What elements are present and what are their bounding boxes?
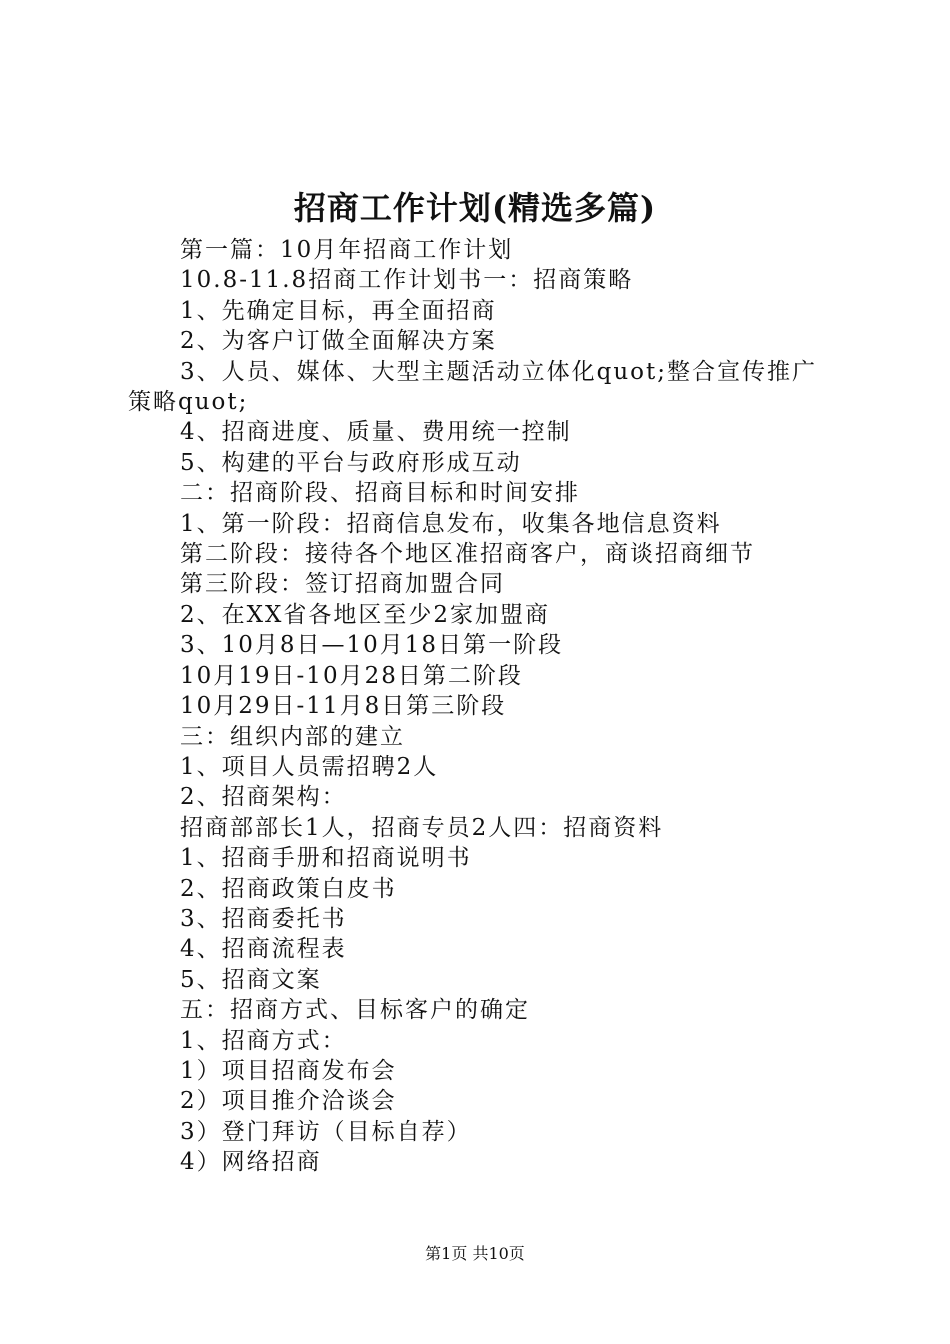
page-footer: 第1页 共10页 bbox=[425, 1244, 525, 1263]
paragraph: 3、招商委托书 bbox=[180, 905, 347, 932]
document-title: 招商工作计划(精选多篇) bbox=[293, 189, 657, 227]
paragraph: 3）登门拜访（目标自荐） bbox=[180, 1118, 472, 1145]
paragraph: 2、招商政策白皮书 bbox=[180, 875, 397, 902]
paragraph: 10月29日-11月8日第三阶段 bbox=[180, 693, 507, 720]
paragraph: 招商部部长1人，招商专员2人四：招商资料 bbox=[180, 814, 664, 841]
paragraph: 第一篇：10月年招商工作计划 bbox=[180, 237, 514, 263]
paragraph: 五：招商方式、目标客户的确定 bbox=[180, 997, 530, 1024]
paragraph: 1、先确定目标，再全面招商 bbox=[180, 297, 497, 324]
paragraph: 1、项目人员需招聘2人 bbox=[180, 753, 439, 780]
paragraph: 二：招商阶段、招商目标和时间安排 bbox=[180, 480, 580, 507]
paragraph: 4、招商进度、质量、费用统一控制 bbox=[180, 419, 572, 446]
paragraph: 4）网络招商 bbox=[180, 1149, 322, 1176]
paragraph: 2、招商架构： bbox=[180, 784, 347, 811]
paragraph: 第二阶段：接待各个地区准招商客户，商谈招商细节 bbox=[180, 541, 755, 568]
paragraph: 2）项目推介洽谈会 bbox=[180, 1088, 397, 1115]
paragraph: 1）项目招商发布会 bbox=[180, 1057, 397, 1084]
document-body bbox=[128, 235, 833, 1178]
paragraph: 3、10月8日—10月18日第一阶段 bbox=[180, 632, 564, 659]
paragraph: 5、招商文案 bbox=[180, 966, 322, 993]
paragraph: 10月19日-10月28日第二阶段 bbox=[180, 662, 523, 689]
paragraph: 5、构建的平台与政府形成互动 bbox=[180, 449, 522, 476]
paragraph: 2、为客户订做全面解决方案 bbox=[180, 328, 497, 355]
paragraph: 1、招商手册和招商说明书 bbox=[180, 845, 472, 872]
paragraph: 三：组织内部的建立 bbox=[180, 723, 405, 750]
paragraph: 10.8-11.8招商工作计划书一：招商策略 bbox=[180, 267, 634, 294]
paragraph: 3、人员、媒体、大型主题活动立体化quot;整合宣传推广策略quot; bbox=[128, 358, 818, 416]
paragraph: 2、在XX省各地区至少2家加盟商 bbox=[180, 601, 551, 628]
paragraph: 1、第一阶段：招商信息发布，收集各地信息资料 bbox=[180, 510, 722, 537]
paragraph: 4、招商流程表 bbox=[180, 936, 347, 963]
paragraph: 1、招商方式： bbox=[180, 1027, 347, 1054]
paragraph: 第三阶段：签订招商加盟合同 bbox=[180, 571, 505, 598]
